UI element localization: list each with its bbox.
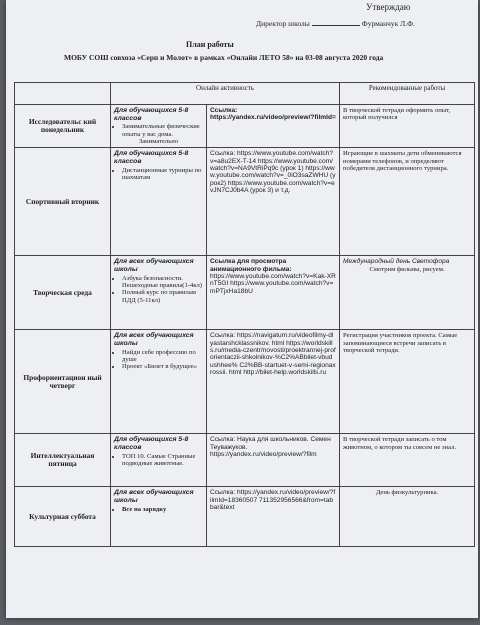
recommended-cell: Регистрация участников проекта. Самые запоминающиеся встречи записать в творческой тетради.: [340, 330, 475, 434]
activity-item: • Проект «Билет в будущее»: [122, 363, 203, 370]
target-group: Для всех обучающихся школы: [114, 332, 194, 347]
table-row: [15, 148, 475, 256]
header-empty-cell: [15, 83, 111, 105]
director-line: [256, 19, 415, 28]
activity-item: • Дистанционные турниры по шахматам: [122, 167, 203, 182]
day-cell: Творческая среда: [15, 256, 111, 330]
target-group: Для всех обучающихся школы: [114, 258, 194, 273]
table-row: [15, 330, 475, 434]
table-row: [15, 256, 475, 330]
header-online-activity: Онлайн активность: [111, 83, 340, 105]
recommended-cell: В творческой тетради записать о том животном, о котором ты совсем не знал.: [340, 434, 475, 487]
activity-item: • Азбука безопасности. Пешеходные правила(1-4кл): [122, 275, 203, 290]
links-cell[interactable]: Ссылка: https://www.youtube.com/watch?v=a8u2EX-T-14 https://www.youtube.com/watch?v=NA9VtRiPq9c (урок 1) https://www.youtube.com/watch?v=_0iO3saZWHU (урок2) https://www.youtube.com/watch?v=evJN7CJ0b4A (урок 3) и т.д.: [207, 148, 340, 256]
recommended-cell: Играющие в шахматы дети обмениваются номерами телефонов, и определяют победителя дистанционного турнира.: [340, 148, 475, 256]
activity-cell: [111, 148, 207, 256]
activity-cell: [111, 330, 207, 434]
day-cell: Исследовательс кий понедельник: [15, 105, 111, 148]
activity-note: Занимательно: [138, 137, 179, 145]
table-row: [15, 434, 475, 487]
activity-item: • Все на зарядку: [122, 506, 203, 513]
director-name: Фурманчук Л.Ф.: [361, 19, 415, 28]
activity-item: • ТОП 10. Самые Странные подводные животные.: [122, 453, 203, 468]
activity-cell: [111, 487, 207, 547]
activity-cell: [111, 256, 207, 330]
activity-cell: [111, 434, 207, 487]
director-label: Директор школы: [256, 19, 310, 28]
links-cell[interactable]: Ссылка: https://yandex.ru/video/preview/?filmId=18360507 711352956566&from=tabbar&text: [207, 487, 340, 547]
activity-cell: [111, 105, 207, 148]
activity-item: • Занимательные физические опыты у вас дома.: [122, 123, 203, 138]
recommended-cell: [340, 256, 475, 330]
activity-item: • Найди себе профессию по душе: [122, 349, 203, 364]
day-cell: Интеллектуальная пятница: [15, 434, 111, 487]
target-group: Для обучающихся 5-8 классов: [114, 150, 189, 165]
recommended-text: Смотрим фильмы, рисуем.: [369, 265, 445, 273]
video-links[interactable]: https://www.youtube.com/watch?v=Kak-XRnT5GI https://www.youtube.com/watch?v=mPTjxHa18bU: [210, 273, 336, 295]
links-cell[interactable]: Ссылка: Наука для школьников. Семен Теуважуков. https://yandex.ru/video/preview/?film: [207, 434, 340, 487]
target-group: Для обучающихся 5-8 классов: [114, 436, 189, 451]
links-cell[interactable]: Ссылка: https://yandex.ru/video/preview/?filmId=: [207, 105, 340, 148]
header-recommended: Рекомендованные работы: [340, 83, 475, 105]
links-title: Ссылка для просмотра анимационного фильма:: [210, 258, 292, 273]
target-group: Для всех обучающихся школы: [114, 489, 194, 504]
links-cell: [207, 256, 340, 330]
day-cell: Культурная суббота: [15, 487, 111, 547]
links-cell[interactable]: Ссылка: https://navigatum.ru/videofilmy-dlyastarshcklassnikov. html https://worldskills.ru/media-czentr/novosti/proektrannej-proforientaczii-shkolnikov-%C2%ABbilet-vbudushhee% C2%BB-startuet-v-semi-regionaxrossii. html http://bilet-help.worldskills.ru: [207, 330, 340, 434]
recommended-cell: В творческой тетради оформить опыт, который получился: [340, 105, 475, 148]
table-row: [15, 487, 475, 547]
target-group: Для обучающихся 5-8 классов: [114, 107, 189, 122]
activity-item: • Полный курс по правилам ПДД (5-11кл): [122, 289, 203, 304]
signature-line: [312, 25, 360, 26]
approval-stamp-text: Утверждаю: [366, 2, 411, 12]
day-cell: Спортивный вторник: [15, 148, 111, 256]
recommended-title: Международный день Светофора: [343, 258, 450, 266]
day-cell: Профориентацион ный четверг: [15, 330, 111, 434]
plan-subtitle: МОБУ СОШ совхоза «Серп и Молот» в рамках «Онлайн ЛЕТО 58» на 03-08 августа 2020 года: [64, 53, 384, 62]
plan-table: [14, 82, 475, 547]
recommended-cell: День физкультурника.: [340, 487, 475, 547]
plan-title: План работы: [186, 40, 234, 49]
table-row: [15, 105, 475, 148]
document-page: [6, 0, 478, 618]
table-header-row: [15, 83, 475, 105]
